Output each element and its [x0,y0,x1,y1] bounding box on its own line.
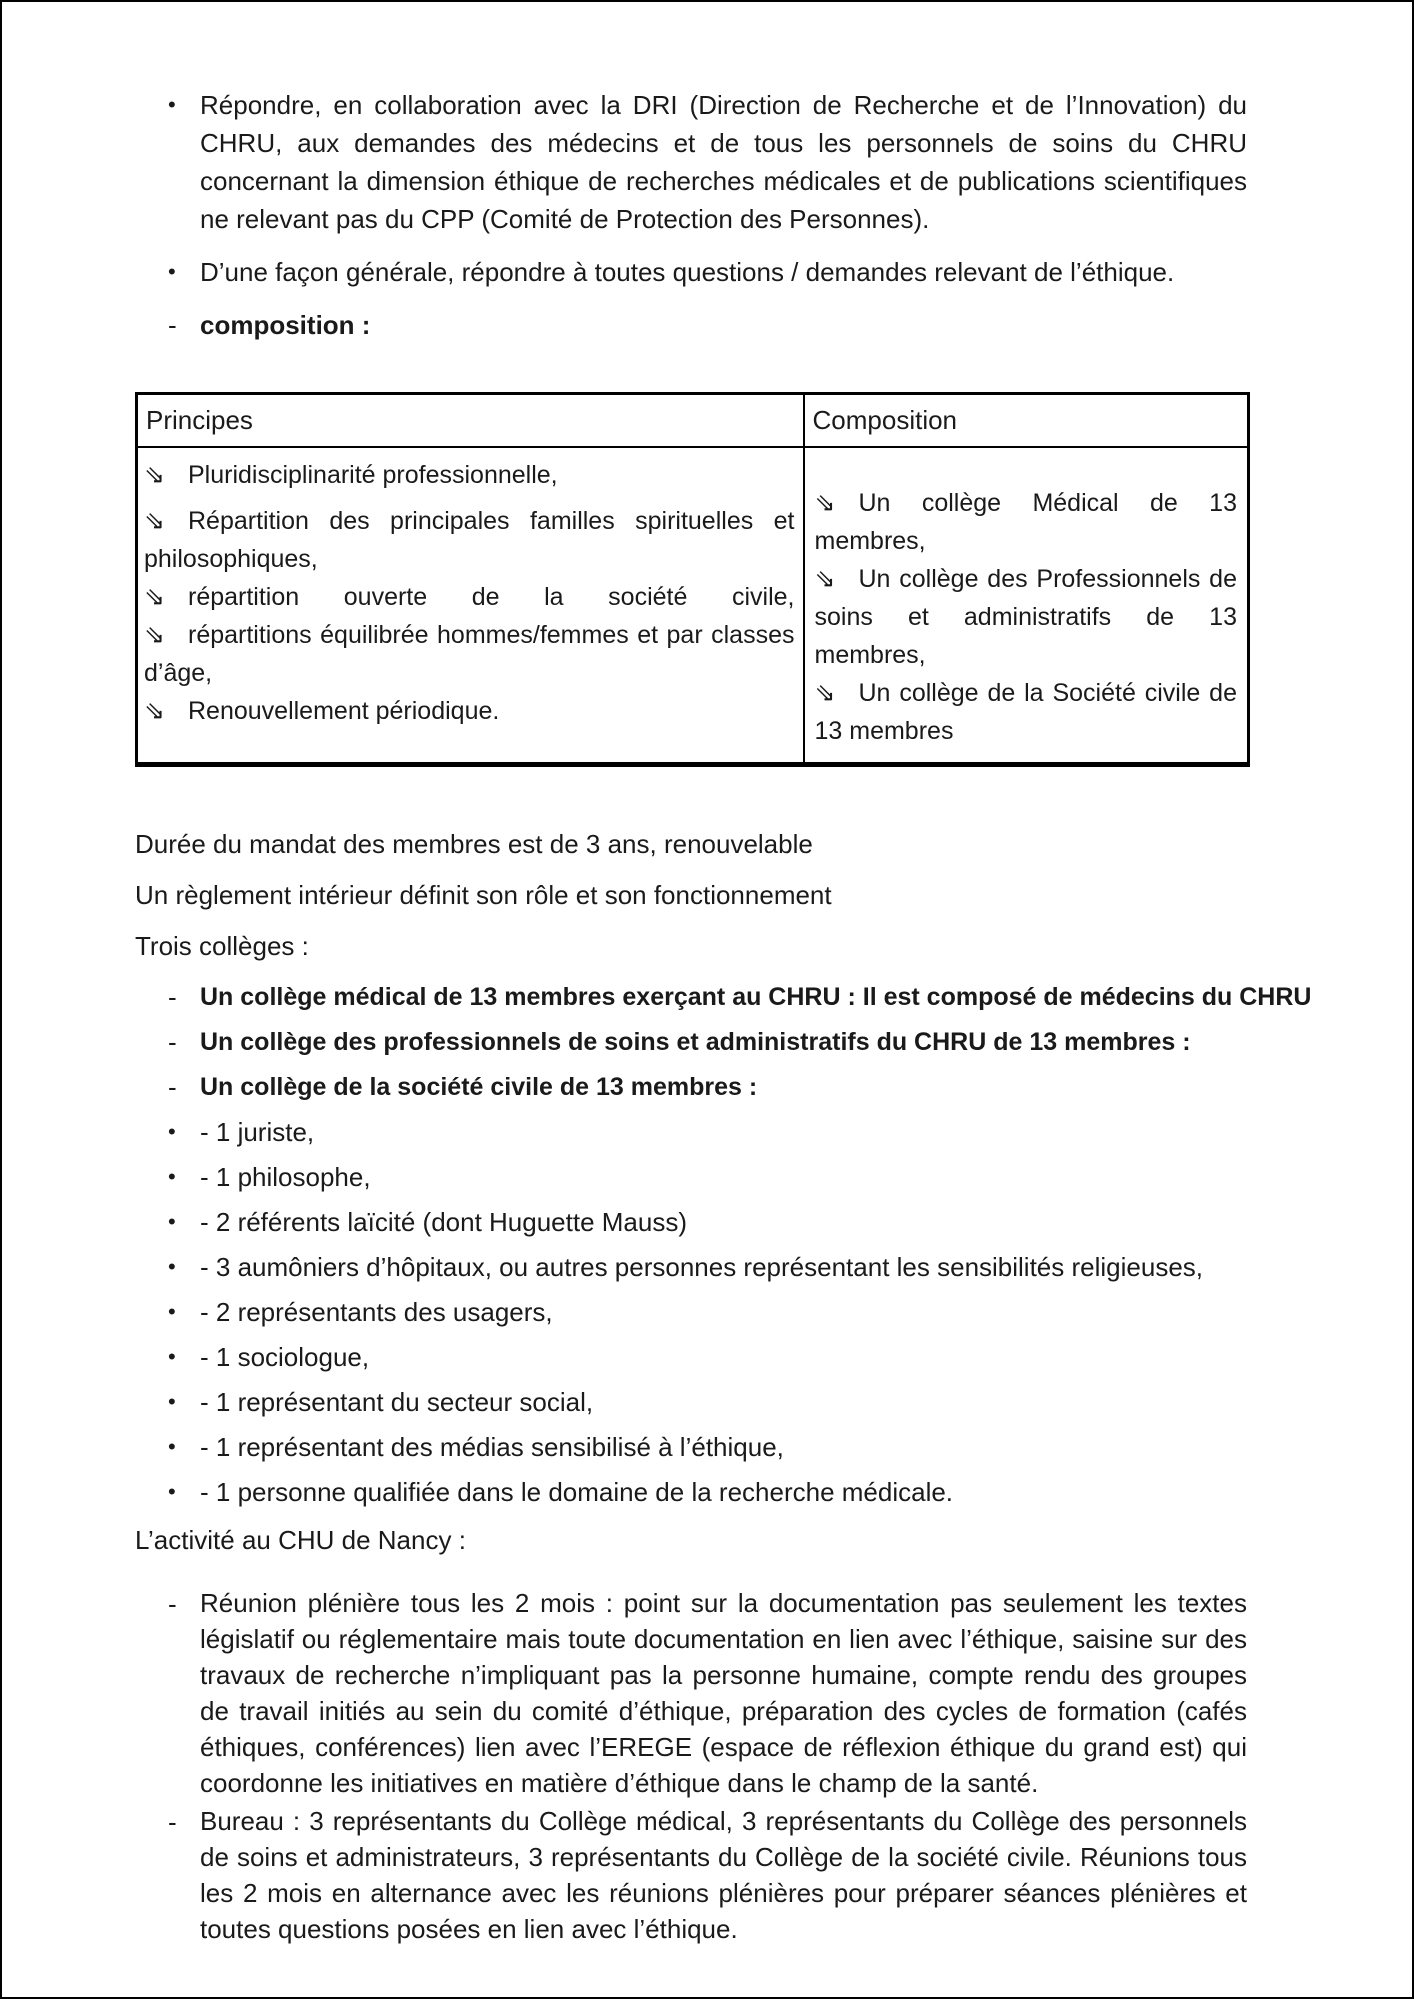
list-item [135,1293,1247,1331]
table-item-text: Un collège Médical de 13 membres, [814,489,1237,555]
dash-marker: - [168,1807,177,1837]
bullet-marker: • [168,1299,176,1324]
college-item-text: Un collège médical de 13 membres exerçant au CHRU : Il est composé de médecins du CHRU [200,983,1312,1011]
list-item [135,1338,1247,1376]
principes-cell [137,447,804,765]
bullet-marker: • [168,259,176,284]
list-item [135,253,1247,291]
list-item [135,1803,1247,1947]
curved-arrow-bullet-icon: ⇘ [144,507,165,535]
bullet-marker: • [168,1479,176,1504]
list-item [135,1068,1247,1106]
table-item-text: répartition ouverte de la société civile, [188,583,795,611]
table-item-text: Renouvellement périodique. [188,697,500,725]
member-item-text: - 2 référents laïcité (dont Huguette Mauss) [200,1207,688,1237]
table-list-item [144,692,795,730]
activity-heading: L’activité au CHU de Nancy : [135,1525,466,1555]
composition-label: composition : [200,310,371,340]
column-header-principes: Principes [137,394,804,448]
table-list-item [144,456,795,494]
table-item-text: répartitions équilibrée hommes/femmes et par classes d’âge, [144,621,795,687]
list-item [135,1113,1247,1151]
table-list-item [144,616,795,692]
principles-composition-table [135,392,1250,767]
table-item-text: Un collège de la Société civile de 13 membres [814,679,1237,745]
bullet-marker: • [168,1389,176,1414]
list-item [135,1248,1247,1286]
table-list-item [815,484,1238,560]
bullet-marker: • [168,1119,176,1144]
member-item-text: - 1 philosophe, [200,1162,371,1192]
table-list-item [815,674,1238,750]
list-item [135,1428,1247,1466]
curved-arrow-bullet-icon: ⇘ [144,621,165,649]
bullet-marker: • [168,1254,176,1279]
activity-item-text: Bureau : 3 représentants du Collège médical, 3 représentants du Collège des personnels de soins et administrateurs, 3 représentants du Collège de la société civile. Réunions tous les 2 mois en alternance avec les réunions plénières pour préparer séances plénières et toutes questions posées en lien avec l’éthique. [200,1806,1247,1944]
list-item [135,1383,1247,1421]
college-item-text: Un collège des professionnels de soins et administratifs du CHRU de 13 membres : [200,1028,1191,1056]
table-item-text: Pluridisciplinarité professionnelle, [188,461,558,489]
three-colleges-heading: Trois collèges : [135,931,309,961]
list-item [135,306,1247,344]
list-item [135,1203,1247,1241]
member-item-text: - 1 représentant des médias sensibilisé à l’éthique, [200,1432,784,1462]
dash-marker: - [168,1027,177,1057]
curved-arrow-bullet-icon: ⇘ [814,489,836,517]
table-item-text: Répartition des principales familles spirituelles et philosophiques, [144,507,795,573]
mandate-duration-text: Durée du mandat des membres est de 3 ans, renouvelable [135,829,813,859]
table-body-row [137,447,1249,765]
bullet-marker: • [168,92,176,117]
curved-arrow-bullet-icon: ⇘ [814,679,836,707]
member-item-text: - 2 représentants des usagers, [200,1297,553,1327]
list-item [135,1473,1247,1511]
table-list-item [815,560,1238,674]
bullet-marker: • [168,1164,176,1189]
member-item-text: - 1 juriste, [200,1117,315,1147]
composition-cell [804,447,1249,765]
bullet-marker: • [168,1344,176,1369]
member-item-text: - 1 sociologue, [200,1342,370,1372]
table-header-row [137,394,1249,448]
bullet-marker: • [168,1209,176,1234]
list-item [135,86,1247,238]
bullet-marker: • [168,1434,176,1459]
paragraph-text: Répondre, en collaboration avec la DRI (Direction de Recherche et de l’Innovation) du CHRU, aux demandes des médecins et de tous les personnels de soins du CHRU concernant la dimension éthique de recherches médicales et de publications scientifiques ne relevant pas du CPP (Comité de Protection des Personnes). [200,90,1247,234]
paragraph-text: D’une façon générale, répondre à toutes questions / demandes relevant de l’éthique. [200,257,1175,287]
list-item [135,1585,1247,1801]
curved-arrow-bullet-icon: ⇘ [144,697,165,725]
table-list-item [144,502,795,578]
dash-marker: - [168,1589,177,1619]
table-list-item [144,578,795,616]
dash-marker: - [168,310,177,340]
dash-marker: - [168,1072,177,1102]
curved-arrow-bullet-icon: ⇘ [144,461,165,489]
college-item-text: Un collège de la société civile de 13 membres : [200,1073,758,1101]
column-header-composition: Composition [804,394,1249,448]
list-item [135,978,1312,1016]
activity-item-text: Réunion plénière tous les 2 mois : point sur la documentation pas seulement les textes législatif ou réglementaire mais toute documentation en lien avec l’éthique, saisine sur des travaux de recherche n’impliquant pas la personne humaine, compte rendu des groupes de travail initiés au sein du comité d’éthique, préparation des cycles de formation (cafés éthiques, conférences) lien avec l’EREGE (espace de réflexion éthique du grand est) qui coordonne les initiatives en matière d’éthique dans le champ de la santé. [200,1588,1247,1798]
member-item-text: - 1 personne qualifiée dans le domaine de la recherche médicale. [200,1477,954,1507]
internal-rules-text: Un règlement intérieur définit son rôle et son fonctionnement [135,880,832,910]
dash-marker: - [168,982,177,1012]
member-item-text: - 3 aumôniers d’hôpitaux, ou autres personnes représentant les sensibilités religieuses, [200,1252,1204,1282]
document-content [135,2,1312,1947]
list-item [135,1158,1247,1196]
table-item-text: Un collège des Professionnels de soins et administratifs de 13 membres, [814,565,1237,669]
member-item-text: - 1 représentant du secteur social, [200,1387,594,1417]
list-item [135,1023,1247,1061]
curved-arrow-bullet-icon: ⇘ [814,565,836,593]
curved-arrow-bullet-icon: ⇘ [144,583,165,611]
